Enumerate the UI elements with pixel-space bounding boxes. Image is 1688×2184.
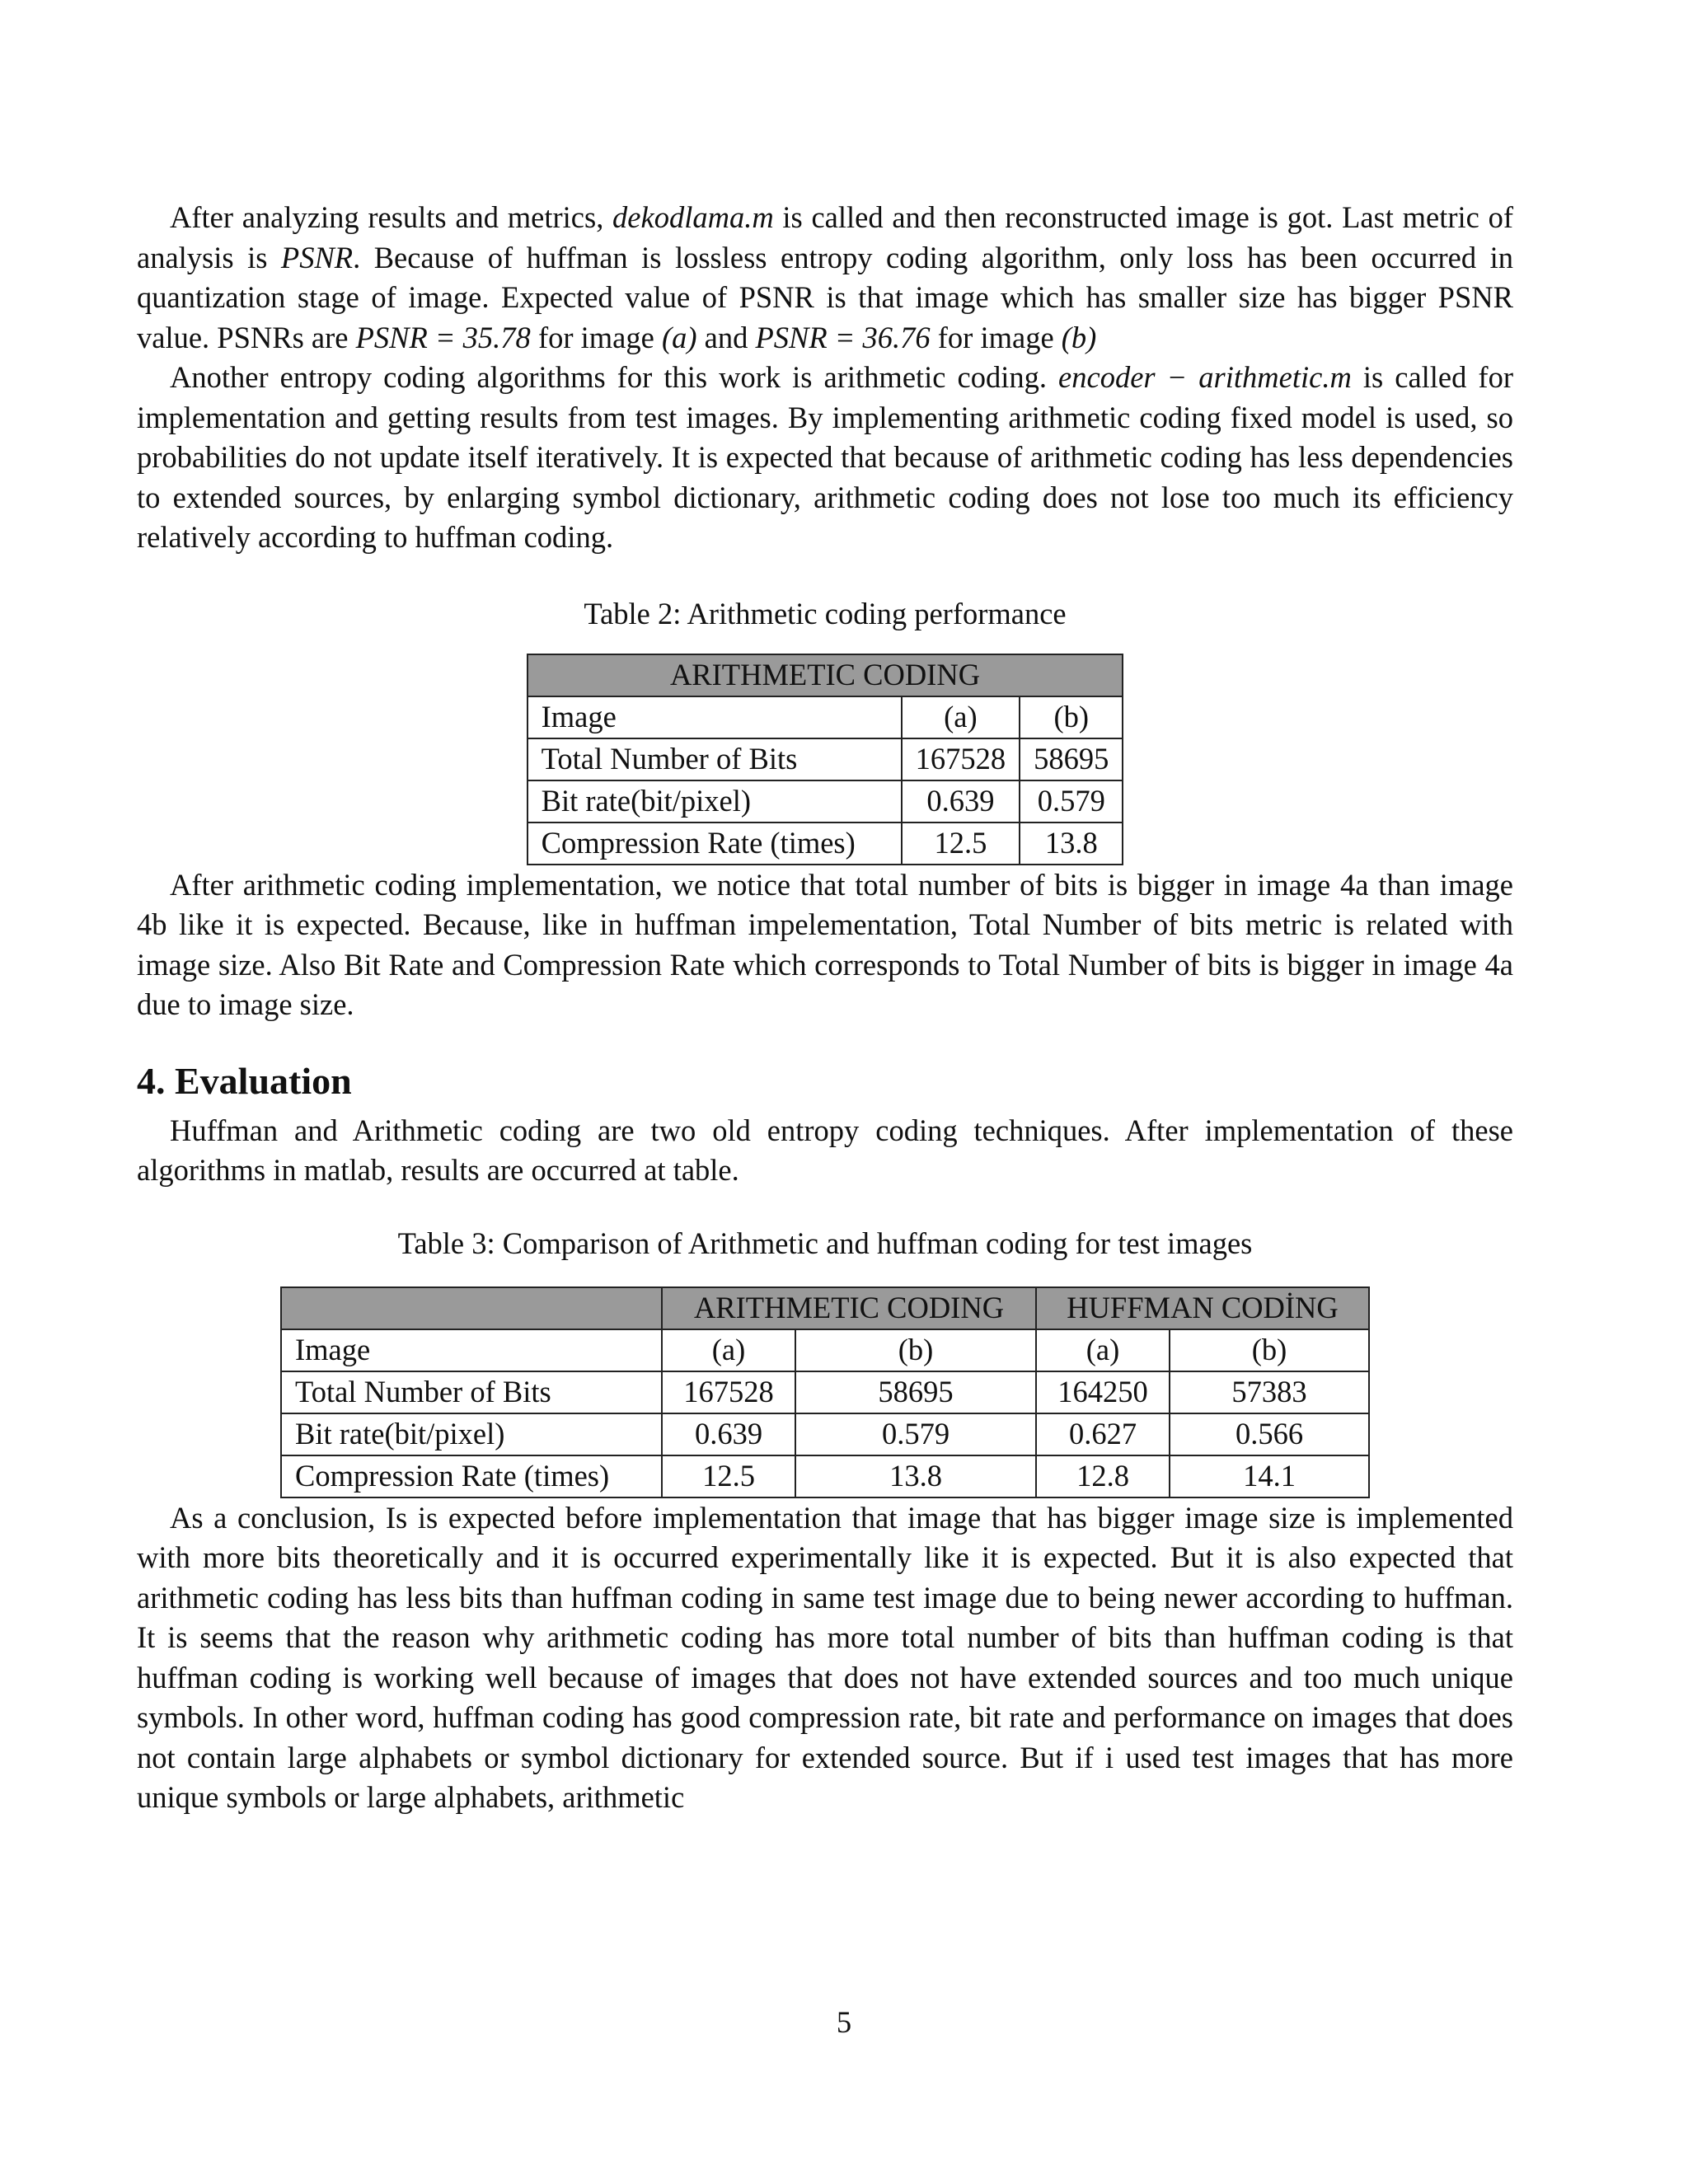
table-cell: Image — [281, 1329, 662, 1371]
table2-header-cell: ARITHMETIC CODING — [528, 654, 1123, 696]
paragraph-evaluation: Huffman and Arithmetic coding are two old entropy coding techniques. After implementation of these algorithms in matlab, results are occurred at table. — [137, 1113, 1513, 1187]
table-row — [281, 1371, 1369, 1413]
table-cell: 0.639 — [902, 780, 1020, 823]
math-psnr-b: PSNR = 36.76 — [755, 320, 931, 354]
table-cell: (a) — [662, 1329, 795, 1371]
math-filename: dekodlama.m — [612, 200, 774, 234]
italic-label-b: (b) — [1061, 320, 1097, 354]
text-run: is called for implementation and getting results from test images. By implementing arithmetic coding fixed model is used, so probabilities do not update itself iteratively. It is expected that because of arithmetic coding has less dependencies to extended sources, by enlarging symbol dictionary, arithmetic coding does not lose too much its efficiency relatively according to huffman coding. — [137, 360, 1513, 554]
table-cell: Bit rate(bit/pixel) — [528, 780, 902, 823]
text-run: for image — [930, 320, 1062, 354]
table-cell: 14.1 — [1170, 1455, 1369, 1497]
table-cell: 13.8 — [795, 1455, 1036, 1497]
table3-header-arithmetic: ARITHMETIC CODING — [662, 1287, 1036, 1329]
page-number: 5 — [836, 2005, 852, 2039]
table3-header-row — [281, 1287, 1369, 1329]
paragraph-arithmetic-intro — [137, 358, 1513, 558]
text-run: After analyzing results and metrics, — [170, 200, 613, 234]
table-cell: Total Number of Bits — [528, 738, 902, 780]
table-row — [528, 823, 1123, 865]
italic-label-a: (a) — [661, 320, 697, 354]
paragraph-arithmetic-results: After arithmetic coding implementation, we notice that total number of bits is bigger in image 4a than image 4b like it is expected. Because, like in huffman impelementation, Total Number of bits metric is related with image size. Also Bit Rate and Compression Rate which corresponds to Total Number of bits is bigger in image 4a due to image size. — [137, 867, 1513, 1021]
paragraph-psnr — [137, 198, 1513, 358]
table-row — [528, 696, 1123, 738]
table-cell: 13.8 — [1020, 823, 1123, 865]
table-cell: 57383 — [1170, 1371, 1369, 1413]
math-filename: encoder − arithmetic.m — [1058, 360, 1352, 394]
table2-caption: Table 2: Arithmetic coding performance — [584, 596, 1067, 630]
table-cell: Image — [528, 696, 902, 738]
table-cell: 12.8 — [1036, 1455, 1170, 1497]
table2-header-row — [528, 654, 1123, 696]
section-heading-evaluation: 4. Evaluation — [137, 1059, 352, 1102]
math-psnr-a: PSNR = 35.78 — [355, 320, 531, 354]
table-cell: (b) — [795, 1329, 1036, 1371]
table-row — [528, 780, 1123, 823]
text-run: is called and then reconstructed image is got. Last metric of analysis is — [137, 200, 1513, 274]
text-run: and — [696, 320, 756, 354]
table-cell: (b) — [1020, 696, 1123, 738]
table-cell: 58695 — [1020, 738, 1123, 780]
table-cell: (a) — [902, 696, 1020, 738]
table-cell: Total Number of Bits — [281, 1371, 662, 1413]
table-cell: 0.627 — [1036, 1413, 1170, 1455]
table-row — [281, 1455, 1369, 1497]
paragraph-conclusion: As a conclusion, Is is expected before implementation that image that has bigger image size is implemented with more bits theoretically and it is occurred experimentally like it is expected. But it is also expected that arithmetic coding has less bits than huffman coding in same test image due to being newer according to huffman. It is seems that the reason why arithmetic coding has more total number of bits than huffman coding is that huffman coding is working well because of images that does not have extended sources and too much unique symbols. In other word, huffman coding has good compression rate, bit rate and performance on images that does not contain large alphabets or symbol dictionary for extended source. But if i used test images that has more unique symbols or large alphabets, arithmetic — [137, 1500, 1513, 1814]
table-row — [281, 1329, 1369, 1371]
table-cell: 58695 — [795, 1371, 1036, 1413]
text-run: for image — [530, 320, 662, 354]
table3-caption: Table 3: Comparison of Arithmetic and huffman coding for test images — [397, 1226, 1253, 1260]
table3-comparison — [280, 1286, 1370, 1498]
table-cell: Compression Rate (times) — [281, 1455, 662, 1497]
table3-header-empty — [281, 1287, 662, 1329]
italic-term: PSNR — [280, 240, 354, 274]
table-cell: (a) — [1036, 1329, 1170, 1371]
table-cell: 167528 — [662, 1371, 795, 1413]
table-cell: (b) — [1170, 1329, 1369, 1371]
table-row — [528, 738, 1123, 780]
table-cell: 164250 — [1036, 1371, 1170, 1413]
table-cell: Compression Rate (times) — [528, 823, 902, 865]
table-cell: 167528 — [902, 738, 1020, 780]
table-cell: 12.5 — [902, 823, 1020, 865]
text-run: . Because of huffman is lossless entropy coding algorithm, only loss has been occurred in quantization stage of image. Expected value of PSNR is that image which has smaller size has bigger PSNR value. PSNRs are — [137, 240, 1514, 354]
table-cell: 0.639 — [662, 1413, 795, 1455]
table3-header-huffman: HUFFMAN CODİNG — [1036, 1287, 1369, 1329]
table-cell: 0.579 — [795, 1413, 1036, 1455]
table-row — [281, 1413, 1369, 1455]
table-cell: 0.566 — [1170, 1413, 1369, 1455]
table-cell: 12.5 — [662, 1455, 795, 1497]
text-run: Another entropy coding algorithms for this work is arithmetic coding. — [170, 360, 1059, 394]
table2-arithmetic — [527, 654, 1124, 865]
page-content — [137, 198, 1513, 1818]
table-cell: 0.579 — [1020, 780, 1123, 823]
table-cell: Bit rate(bit/pixel) — [281, 1413, 662, 1455]
